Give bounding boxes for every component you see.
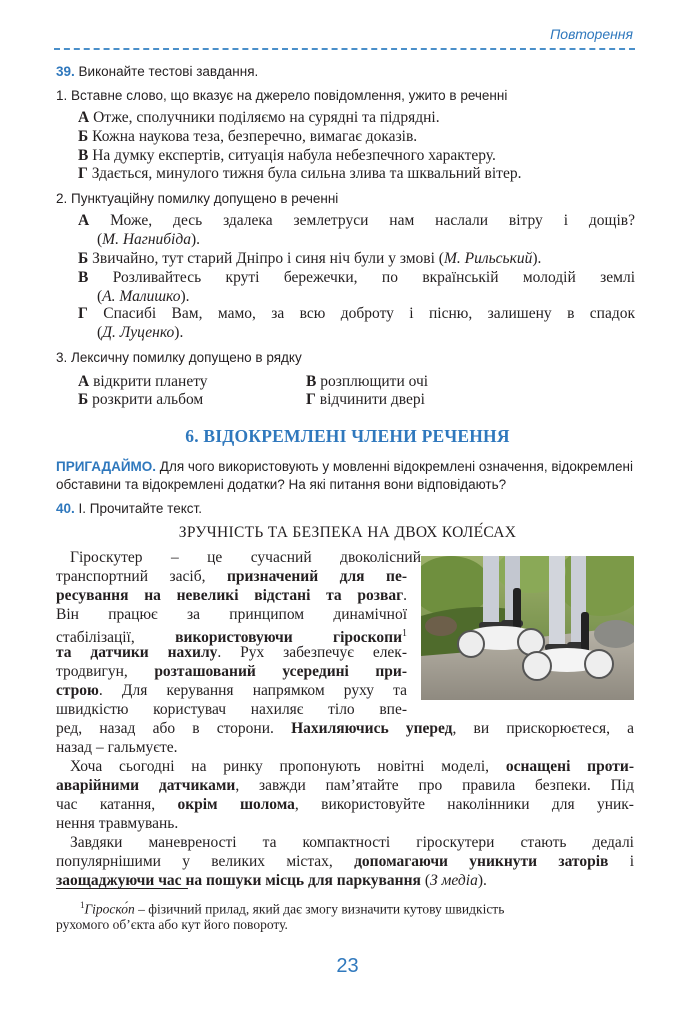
footnote-divider <box>56 888 188 889</box>
q2-option-b: Б Звичайно, тут старий Дніпро і синя ніч були у змові (М. Рильський). <box>78 250 542 267</box>
footnote: $^1$Гіроско́п – фізичний прилад, який дає змогу визначити кутову швидкість <box>80 900 505 917</box>
para1-line-6: та датчики нахилу. Рух забезпечує елек- <box>56 644 408 661</box>
q1-option-a: А Отже, сполучники поділяємо на сурядні та підрядні. <box>78 109 440 126</box>
question-1: 1. Вставне слово, що вказує на джерело повідомлення, ужито в реченні <box>56 88 508 103</box>
para3-line-1: Завдяки маневреності та компактності гіроскутери стають дедалі <box>70 834 634 851</box>
para3-line-3: заощаджуючи час на пошуки місць для паркування (З медіа). <box>56 872 487 889</box>
para2-line-4: нення травмувань. <box>56 815 179 832</box>
q1-option-b: Б Кожна наукова теза, безперечно, вимагає доказів. <box>78 128 418 145</box>
exercise-40-heading <box>56 500 202 518</box>
para1-line-10: ред, назад або в сторони. Нахиляючись уперед, ви прискорюєтеся, а <box>56 720 634 737</box>
para1-line-9: швидкістю користувач нахиляє тіло впе- <box>56 701 407 718</box>
section-label: Повторення <box>550 26 633 42</box>
exercise-39-heading <box>56 63 258 81</box>
exercise-number: 40. <box>56 501 75 516</box>
para2-line-1: Хоча сьогодні на ринку пропонують новітні моделі, оснащені проти- <box>70 758 634 775</box>
para3-line-2: популярнішими у великих містах, допомагаючи уникнути заторів і <box>56 853 634 870</box>
para1-line-1: Гіроскутер – це сучасний двоколісний <box>70 549 421 566</box>
page-number: 23 <box>336 955 359 977</box>
question-3: 3. Лексичну помилку допущено в рядку <box>56 350 302 365</box>
para1-line-7: тродвигун, розташований усередині при- <box>56 663 408 680</box>
section-title: 6. ВІДОКРЕМЛЕНІ ЧЛЕНИ РЕЧЕННЯ <box>185 426 510 446</box>
hoverboard-photo <box>421 556 634 700</box>
q3-option-b: Б розкрити альбом <box>78 391 204 408</box>
q2-option-c: В Розливайтесь круті бережечки, по вкраїнській молодій землі (А. Малишко). <box>78 269 635 305</box>
para1-line-3: ресування на невеликі відстані та розваг. <box>56 587 407 604</box>
question-2: 2. Пунктуаційну помилку допущено в реченні <box>56 191 339 206</box>
exercise-number: 39. <box>56 64 75 79</box>
para2-line-3: час катання, окрім шолома, використовуйте наколінники для уник- <box>56 796 634 813</box>
footnote-line-2: рухомого об’єкта або кут його повороту. <box>56 917 288 932</box>
exercise-instruction: Виконайте тестові завдання. <box>78 64 259 79</box>
para1-line-4: Він працює за принципом динамічної <box>56 606 407 623</box>
para1-line-11: назад – гальмуєте. <box>56 739 178 756</box>
q1-option-c: В На думку експертів, ситуація набула небезпечного характеру. <box>78 147 496 164</box>
q2-option-a: А Може, десь здалека землетруси нам наслали вітру і дощів? (М. Нагнибіда). <box>78 212 636 248</box>
para2-line-2: аварійними датчиками, завжди пам’ятайте про правила безпеки. Під <box>56 777 634 794</box>
para1-line-2: транспортний засіб, призначений для пе- <box>56 568 408 585</box>
q3-option-c: В розплющити очі <box>306 373 429 390</box>
q2-option-d: Г Спасибі Вам, мамо, за всю доброту і пісню, залишену в спадок (Д. Луценко). <box>78 305 636 341</box>
recall-label: ПРИГАДАЙМО. <box>56 459 157 474</box>
page-header <box>54 26 635 50</box>
para1-line-8: строю. Для керування напрямком руху та <box>56 682 407 699</box>
exercise-instruction: І. Прочитайте текст. <box>78 501 202 516</box>
text-title: ЗРУЧНІСТЬ ТА БЕЗПЕКА НА ДВОХ КОЛЕ́САХ <box>178 524 517 541</box>
recall-text: Для чого використовують у мовленні відокремлені означення, відокремлені обставини та відокремлені додатки? На які питання вони відповідають? <box>56 459 633 492</box>
q1-option-d: Г Здається, минулого тижня була сильна злива та шквальний вітер. <box>78 165 522 182</box>
para1-line-5: стабілізації, використовуючи гіроскопи$^1$ <box>56 628 407 647</box>
recall-block <box>56 458 634 494</box>
q3-option-d: Г відчинити двері <box>306 391 425 408</box>
q3-option-a: А відкрити планету <box>78 373 208 390</box>
